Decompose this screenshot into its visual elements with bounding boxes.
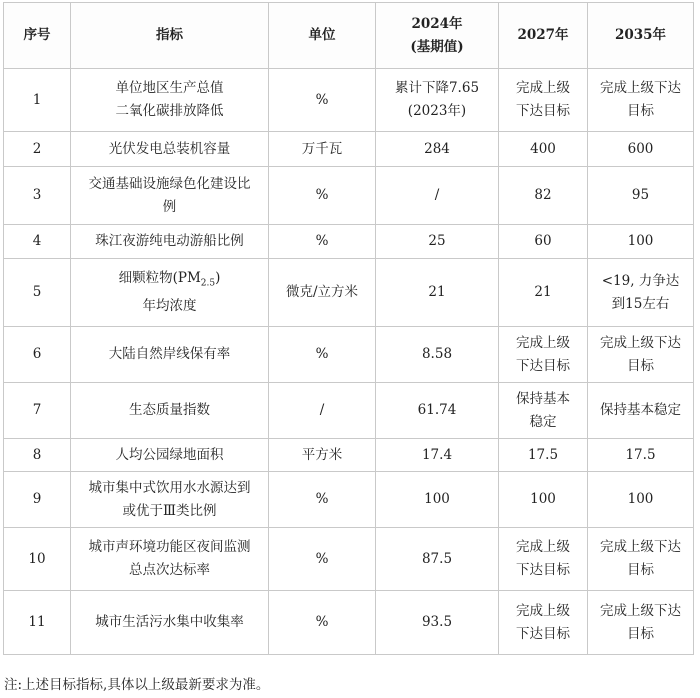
table-cell: 95 xyxy=(588,167,694,225)
table-cell: 平方米 xyxy=(269,439,376,472)
table-cell: 生态质量指数 xyxy=(71,383,269,439)
table-cell: 2 xyxy=(4,132,71,167)
table-cell: 25 xyxy=(376,225,499,259)
table-cell: 保持基本稳定 xyxy=(588,383,694,439)
table-cell: % xyxy=(269,591,376,655)
table-cell: 完成上级下达 目标 xyxy=(588,528,694,591)
table-cell: 微克/立方米 xyxy=(269,259,376,327)
table-cell: 8.58 xyxy=(376,327,499,383)
table-cell: <19, 力争达 到15左右 xyxy=(588,259,694,327)
table-cell: 5 xyxy=(4,259,71,327)
table-cell: 3 xyxy=(4,167,71,225)
table-row xyxy=(4,472,694,528)
header-cell: 2035年 xyxy=(588,3,694,69)
table-row xyxy=(4,327,694,383)
table-cell: % xyxy=(269,225,376,259)
table-row xyxy=(4,259,694,327)
table-cell: % xyxy=(269,472,376,528)
table-cell: 600 xyxy=(588,132,694,167)
table-cell: % xyxy=(269,327,376,383)
table-cell: 完成上级 下达目标 xyxy=(499,69,588,132)
table-row xyxy=(4,167,694,225)
table-cell: % xyxy=(269,167,376,225)
table-cell: % xyxy=(269,528,376,591)
table-row xyxy=(4,225,694,259)
table-row xyxy=(4,591,694,655)
table-row xyxy=(4,69,694,132)
table-cell: 87.5 xyxy=(376,528,499,591)
header-cell: 2027年 xyxy=(499,3,588,69)
header-cell: 指标 xyxy=(71,3,269,69)
table-cell: 100 xyxy=(499,472,588,528)
indicator-table xyxy=(3,2,694,655)
table-cell: 城市声环境功能区夜间监测 总点次达标率 xyxy=(71,528,269,591)
table-cell: 交通基础设施绿色化建设比 例 xyxy=(71,167,269,225)
table-row xyxy=(4,439,694,472)
table-cell: 21 xyxy=(376,259,499,327)
table-cell: 100 xyxy=(588,225,694,259)
table-cell: 完成上级 下达目标 xyxy=(499,591,588,655)
header-cell: 2024年 (基期值) xyxy=(376,3,499,69)
table-cell: 人均公园绿地面积 xyxy=(71,439,269,472)
table-cell: 9 xyxy=(4,472,71,528)
table-cell: 城市生活污水集中收集率 xyxy=(71,591,269,655)
table-cell: 保持基本 稳定 xyxy=(499,383,588,439)
table-cell: 完成上级下达 目标 xyxy=(588,327,694,383)
table-cell: 8 xyxy=(4,439,71,472)
table-cell: 细颗粒物$(PM_{2.5})$ 年均浓度 xyxy=(71,259,269,327)
table-cell: 城市集中式饮用水水源达到 或优于Ⅲ类比例 xyxy=(71,472,269,528)
table-cell: 完成上级下达 目标 xyxy=(588,69,694,132)
table-row xyxy=(4,132,694,167)
table-cell: 400 xyxy=(499,132,588,167)
table-cell: 100 xyxy=(588,472,694,528)
header-cell: 序号 xyxy=(4,3,71,69)
table-cell: 100 xyxy=(376,472,499,528)
table-cell: 4 xyxy=(4,225,71,259)
table-cell: 82 xyxy=(499,167,588,225)
table-cell: 6 xyxy=(4,327,71,383)
header-row xyxy=(4,3,694,69)
table-cell: 完成上级 下达目标 xyxy=(499,528,588,591)
table-cell: 单位地区生产总值 二氧化碳排放降低 xyxy=(71,69,269,132)
table-cell: 珠江夜游纯电动游船比例 xyxy=(71,225,269,259)
table-cell: % xyxy=(269,69,376,132)
table-cell: 完成上级下达 目标 xyxy=(588,591,694,655)
table-cell: 17.5 xyxy=(499,439,588,472)
table-row xyxy=(4,528,694,591)
table-row xyxy=(4,383,694,439)
table-cell: 累计下降7.65 (2023年) xyxy=(376,69,499,132)
table-cell: 1 xyxy=(4,69,71,132)
footnote: 注:上述目标指标,具体以上级最新要求为准。 xyxy=(4,677,270,693)
header-cell: 单位 xyxy=(269,3,376,69)
table-cell: 284 xyxy=(376,132,499,167)
table-cell: 21 xyxy=(499,259,588,327)
table-cell: 10 xyxy=(4,528,71,591)
table-cell: / xyxy=(269,383,376,439)
table-cell: 11 xyxy=(4,591,71,655)
table-cell: 完成上级 下达目标 xyxy=(499,327,588,383)
table-cell: 7 xyxy=(4,383,71,439)
table-cell: 93.5 xyxy=(376,591,499,655)
table-cell: 61.74 xyxy=(376,383,499,439)
table-cell: 大陆自然岸线保有率 xyxy=(71,327,269,383)
table-cell: 60 xyxy=(499,225,588,259)
table-cell: 17.4 xyxy=(376,439,499,472)
table-cell: 光伏发电总装机容量 xyxy=(71,132,269,167)
table-cell: 万千瓦 xyxy=(269,132,376,167)
table-cell: / xyxy=(376,167,499,225)
table-cell: 17.5 xyxy=(588,439,694,472)
